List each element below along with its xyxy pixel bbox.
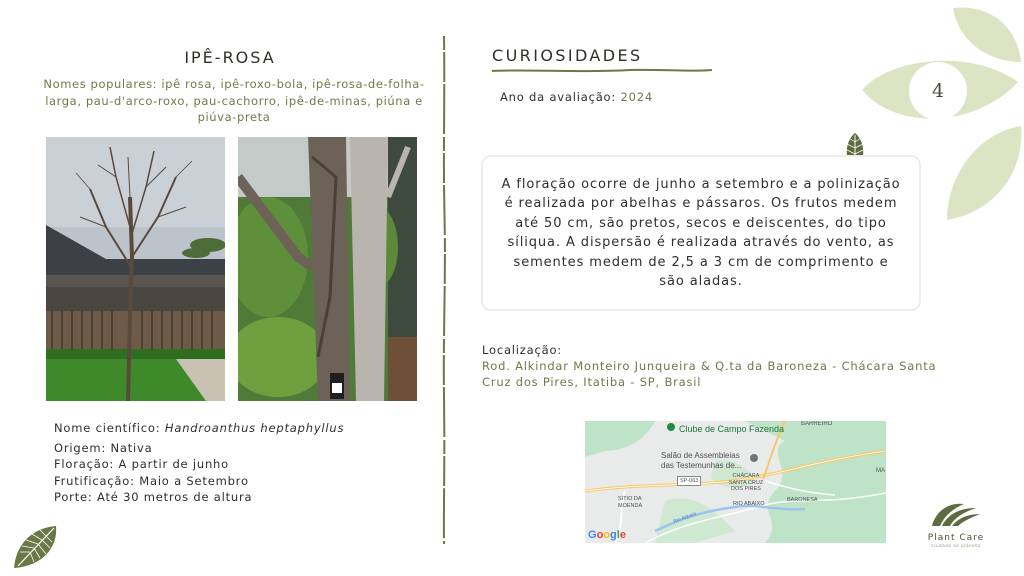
evaluation-year xyxy=(500,90,653,104)
species-title: IPÊ-ROSA xyxy=(184,48,276,67)
page-number: 4 xyxy=(909,62,967,120)
map-label-salao: Salão de Assembleias das Testemunhas de... xyxy=(661,451,742,470)
map-label-edge: MA xyxy=(876,468,885,474)
curiosity-text: A floração ocorre de junho a setembro e a polinização é realizada por abelhas e pássaros. Os frutos medem até 50 cm, são pretos, secos e deiscentes, do tipo síliqua. A dispersão é realizada através do vento, as sementes medem de 2,5 a 3 cm de comprimento e são aladas. xyxy=(501,176,901,289)
scientific-name-row xyxy=(54,420,414,437)
column-divider xyxy=(437,36,451,544)
fruiting: Frutificação: Maio a Setembro xyxy=(54,473,249,488)
size: Porte: Até 30 metros de altura xyxy=(54,490,253,504)
trunk-photo xyxy=(238,137,417,401)
evaluation-year-label: Ano da avaliação: xyxy=(500,90,617,104)
leaf-icon xyxy=(12,524,60,570)
google-logo: Google xyxy=(588,529,626,541)
curiosities-title: CURIOSIDADES xyxy=(492,46,643,65)
origin: Origem: Nativa xyxy=(54,440,153,455)
map-label-baronesa: BARONESA xyxy=(787,497,818,503)
location-map[interactable] xyxy=(585,421,886,543)
plant-care-icon xyxy=(930,500,982,528)
tree-photo xyxy=(46,137,225,401)
map-label-club: Clube de Campo Fazenda xyxy=(679,424,785,434)
curiosity-box xyxy=(481,155,921,311)
brand-logo xyxy=(918,500,994,548)
map-label-barreiro: BARREIRO xyxy=(801,421,833,427)
title-underline xyxy=(490,67,714,75)
brand-name: Plant Care xyxy=(927,533,985,543)
leaf-decoration xyxy=(945,122,1024,222)
map-label-chacara: CHÁCARA SANTA CRUZ DOS PIRES xyxy=(728,473,764,492)
map-label-river: Rio Atibaia xyxy=(672,511,698,525)
popular-names: Nomes populares: ipê rosa, ipê-roxo-bola, ipê-rosa-de-folha-larga, pau-d'arco-roxo, pau-cachorro, ipê-de-minas, piúna e piúva-preta xyxy=(43,77,425,124)
flowering: Floração: A partir de junho xyxy=(54,457,229,471)
brand-tagline: cuidado ao planeta xyxy=(931,543,981,548)
map-road-label: SP-063 xyxy=(677,476,701,486)
scientific-name: Handroanthus heptaphyllus xyxy=(164,421,345,435)
location-label: Localização: xyxy=(482,343,562,357)
scientific-name-label: Nome científico: xyxy=(54,421,161,435)
map-label-rio-abaixo: RIO ABAIXO xyxy=(733,501,765,507)
location-address: Rod. Alkindar Monteiro Junqueira & Q.ta da Baroneza - Chácara Santa Cruz dos Pires, Itatiba - SP, Brasil xyxy=(482,359,937,389)
map-label-sitio: SÍTIO DA MOENDA xyxy=(618,496,643,509)
species-facts xyxy=(54,420,414,506)
evaluation-year-value: 2024 xyxy=(620,90,654,104)
